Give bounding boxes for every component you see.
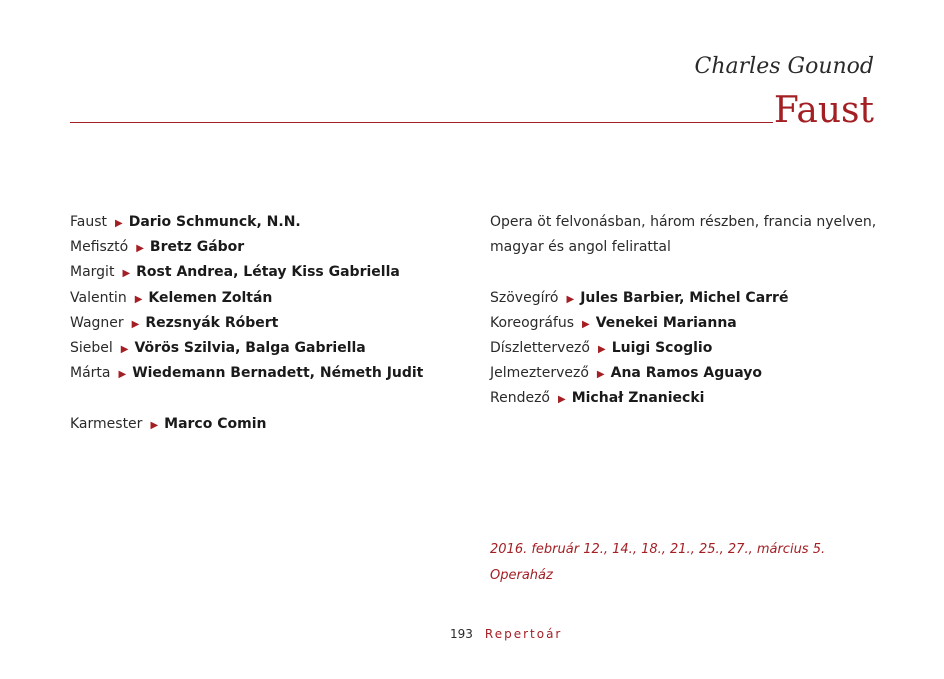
role-label: Díszlettervező bbox=[490, 339, 590, 356]
cast-row bbox=[70, 210, 470, 235]
page-number: 193 bbox=[450, 627, 473, 641]
section-label: Repertoár bbox=[484, 627, 563, 641]
conductor-name: Marco Comin bbox=[164, 415, 267, 432]
opera-description-line: magyar és angol felirattal bbox=[490, 239, 671, 256]
triangle-right-icon: ▶ bbox=[122, 268, 131, 280]
conductor-row bbox=[70, 412, 470, 437]
page-footer bbox=[450, 627, 562, 641]
performer-name: Rost Andrea, Létay Kiss Gabriella bbox=[136, 264, 400, 281]
performer-name: Vörös Szilvia, Balga Gabriella bbox=[134, 339, 366, 356]
role-label: Márta bbox=[70, 365, 111, 382]
title-rule bbox=[70, 122, 773, 123]
crew-row bbox=[490, 386, 890, 411]
triangle-right-icon: ▶ bbox=[131, 318, 140, 330]
cast-row bbox=[70, 260, 470, 285]
role-label: Margit bbox=[70, 264, 115, 281]
performer-name: Dario Schmunck, N.N. bbox=[128, 214, 301, 230]
crew-row bbox=[490, 361, 890, 386]
cast-column bbox=[70, 210, 470, 437]
role-label: Siebel bbox=[70, 339, 113, 356]
performer-name: Kelemen Zoltán bbox=[148, 289, 273, 306]
role-label: Faust bbox=[70, 214, 108, 230]
cast-row bbox=[70, 361, 470, 386]
role-label: Rendező bbox=[490, 390, 550, 407]
role-label: Wagner bbox=[70, 314, 124, 331]
performer-name: Rezsnyák Róbert bbox=[145, 314, 279, 331]
triangle-right-icon: ▶ bbox=[566, 293, 575, 305]
triangle-right-icon: ▶ bbox=[136, 243, 144, 255]
crew-name: Michał Znaniecki bbox=[571, 390, 705, 407]
triangle-right-icon: ▶ bbox=[596, 369, 605, 381]
crew-row bbox=[490, 311, 890, 336]
opera-description-line: Opera öt felvonásban, három részben, francia nyelven, bbox=[490, 214, 877, 230]
performer-name: Bretz Gábor bbox=[149, 239, 245, 256]
crew-name: Luigi Scoglio bbox=[611, 339, 713, 356]
role-label: Jelmeztervező bbox=[490, 365, 589, 382]
performance-info bbox=[490, 537, 825, 589]
triangle-right-icon: ▶ bbox=[134, 293, 143, 305]
role-label: Mefisztó bbox=[70, 239, 129, 256]
cast-row bbox=[70, 336, 470, 361]
role-label: Koreográfus bbox=[490, 314, 574, 331]
triangle-right-icon: ▶ bbox=[120, 343, 129, 355]
cast-row bbox=[70, 311, 470, 336]
cast-row bbox=[70, 235, 470, 260]
crew-name: Ana Ramos Aguayo bbox=[610, 365, 762, 382]
role-label: Valentin bbox=[70, 289, 127, 306]
performer-name: Wiedemann Bernadett, Németh Judit bbox=[132, 365, 424, 382]
triangle-right-icon: ▶ bbox=[582, 318, 590, 330]
crew-row bbox=[490, 286, 890, 311]
role-label: Karmester bbox=[70, 415, 143, 432]
page-title: Faust bbox=[773, 90, 874, 131]
info-column bbox=[490, 210, 890, 412]
crew-name: Jules Barbier, Michel Carré bbox=[580, 289, 789, 306]
performance-venue: Operaház bbox=[490, 568, 553, 583]
triangle-right-icon: ▶ bbox=[115, 218, 123, 229]
triangle-right-icon: ▶ bbox=[558, 394, 566, 406]
spacer bbox=[490, 260, 890, 285]
performance-dates: 2016. február 12., 14., 18., 21., 25., 27., március 5. bbox=[490, 542, 826, 557]
triangle-right-icon: ▶ bbox=[118, 369, 127, 381]
role-label: Szövegíró bbox=[490, 289, 559, 306]
crew-row bbox=[490, 336, 890, 361]
cast-row bbox=[70, 286, 470, 311]
triangle-right-icon: ▶ bbox=[150, 419, 159, 431]
triangle-right-icon: ▶ bbox=[597, 343, 606, 355]
spacer bbox=[70, 386, 470, 411]
crew-name: Venekei Marianna bbox=[595, 314, 737, 331]
composer-name: Charles Gounod bbox=[694, 54, 874, 79]
